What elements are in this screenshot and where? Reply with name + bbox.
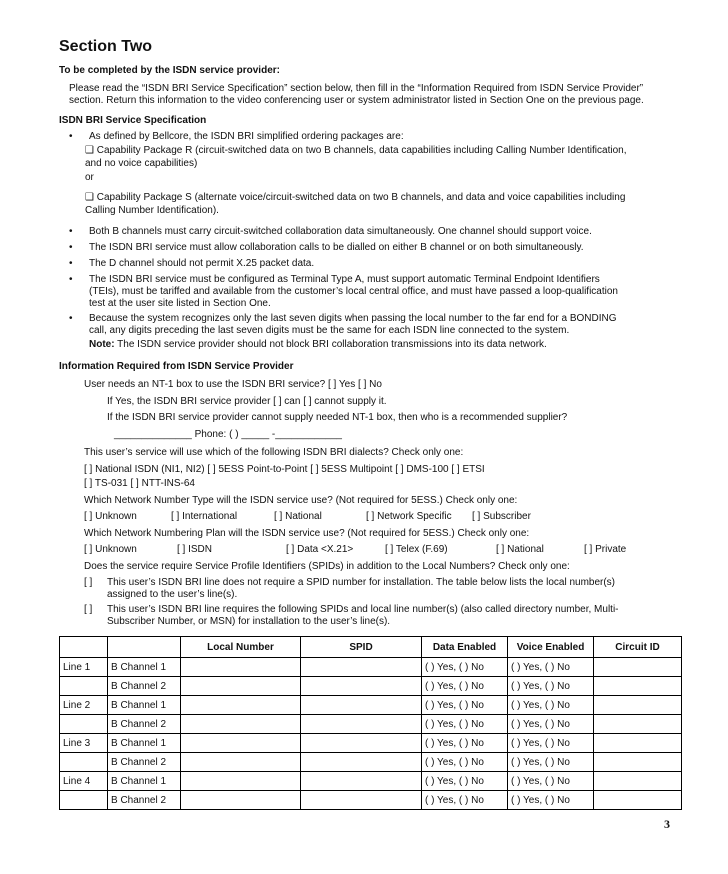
spid-field[interactable]: [301, 772, 422, 791]
intro-line-2: section. Return this information to the video conferencing user or system administrator listed in Section One on the previous page.: [69, 95, 644, 106]
spec-bullet-1: Both B channels must carry circuit-switched collaboration data simultaneously. One channel should support voice.: [89, 226, 592, 237]
spec-bullet-4-line-2: (TEIs), must be tariffed and available from the customer’s local central office, and must have passed a loop-qualification: [89, 286, 618, 297]
line-label: Line 4: [60, 772, 108, 791]
circuit-id-field[interactable]: [594, 677, 682, 696]
nt1-supplier-question: If the ISDN BRI service provider cannot supply needed NT-1 box, then who is a recommended supplier?: [107, 412, 568, 423]
circuit-id-field[interactable]: [594, 791, 682, 810]
voice-enabled-field[interactable]: ( ) Yes, ( ) No: [508, 772, 594, 791]
data-enabled-field[interactable]: ( ) Yes, ( ) No: [422, 791, 508, 810]
spid-table: [59, 636, 682, 810]
package-r-text: Capability Package R (circuit-switched data on two B channels, data capabilities including Calling Number Identification,: [96, 145, 627, 156]
circuit-id-field[interactable]: [594, 715, 682, 734]
header-cell: [60, 637, 108, 658]
channel-label: B Channel 1: [108, 734, 181, 753]
line-label: [60, 715, 108, 734]
spid-field[interactable]: [301, 677, 422, 696]
spid-field[interactable]: [301, 715, 422, 734]
line-label: [60, 753, 108, 772]
table-header-row: [60, 637, 682, 658]
spec-bullet-3: The D channel should not permit X.25 packet data.: [89, 258, 315, 269]
circuit-id-field[interactable]: [594, 658, 682, 677]
table-row: [60, 753, 682, 772]
table-row: [60, 696, 682, 715]
spec-bullet-4-line-3: test at the user site listed in Section One.: [89, 298, 271, 309]
table-row: [60, 772, 682, 791]
or-text: or: [85, 172, 94, 183]
spec-bullet-5-line-2: call, any digits preceding the last seven digits must be the same for each ISDN line connected to the system.: [89, 325, 570, 336]
spid-field[interactable]: [301, 753, 422, 772]
header-spid: SPID: [301, 637, 422, 658]
channel-label: B Channel 2: [108, 791, 181, 810]
line-label: [60, 677, 108, 696]
bullet-marker: •: [69, 274, 73, 285]
line-label: Line 3: [60, 734, 108, 753]
bullet-marker: •: [69, 131, 73, 142]
spid-field[interactable]: [301, 734, 422, 753]
numbering-plan-option-unknown[interactable]: [ ] Unknown: [84, 544, 137, 555]
data-enabled-field[interactable]: ( ) Yes, ( ) No: [422, 677, 508, 696]
channel-label: B Channel 1: [108, 658, 181, 677]
spec-bullet-5-line-1: Because the system recognizes only the last seven digits when passing the local number to the far end for a BONDING: [89, 313, 617, 324]
numbering-plan-option-data[interactable]: [ ] Data <X.21>: [286, 544, 354, 555]
number-type-option-subscriber[interactable]: [ ] Subscriber: [472, 511, 531, 522]
local-number-field[interactable]: [181, 753, 301, 772]
number-type-option-national[interactable]: [ ] National: [274, 511, 322, 522]
local-number-field[interactable]: [181, 734, 301, 753]
data-enabled-field[interactable]: ( ) Yes, ( ) No: [422, 696, 508, 715]
data-enabled-field[interactable]: ( ) Yes, ( ) No: [422, 753, 508, 772]
bullet-marker: •: [69, 258, 73, 269]
page-number: 3: [664, 817, 670, 831]
line-label: Line 1: [60, 658, 108, 677]
voice-enabled-field[interactable]: ( ) Yes, ( ) No: [508, 658, 594, 677]
line-label: [60, 791, 108, 810]
package-r-line-2: and no voice capabilities): [85, 158, 198, 169]
circuit-id-field[interactable]: [594, 753, 682, 772]
number-type-option-network-specific[interactable]: [ ] Network Specific: [366, 511, 452, 522]
local-number-field[interactable]: [181, 677, 301, 696]
data-enabled-field[interactable]: ( ) Yes, ( ) No: [422, 658, 508, 677]
local-number-field[interactable]: [181, 658, 301, 677]
voice-enabled-field[interactable]: ( ) Yes, ( ) No: [508, 734, 594, 753]
intro-line-1: Please read the “ISDN BRI Service Specification” section below, then fill in the “Information Required from ISDN Service Provider”: [69, 83, 644, 94]
spid-yes-checkbox[interactable]: [ ]: [84, 604, 93, 615]
spec-bullet-2: The ISDN BRI service must allow collaboration calls to be dialled on either B channel or on both simultaneously.: [89, 242, 584, 253]
data-enabled-field[interactable]: ( ) Yes, ( ) No: [422, 772, 508, 791]
header-voice-enabled: Voice Enabled: [508, 637, 594, 658]
voice-enabled-field[interactable]: ( ) Yes, ( ) No: [508, 715, 594, 734]
channel-label: B Channel 2: [108, 753, 181, 772]
numbering-plan-option-private[interactable]: [ ] Private: [584, 544, 627, 555]
data-enabled-field[interactable]: ( ) Yes, ( ) No: [422, 715, 508, 734]
table-row: [60, 791, 682, 810]
channel-label: B Channel 1: [108, 696, 181, 715]
circuit-id-field[interactable]: [594, 696, 682, 715]
number-type-option-international[interactable]: [ ] International: [171, 511, 238, 522]
spid-field[interactable]: [301, 658, 422, 677]
spid-field[interactable]: [301, 696, 422, 715]
local-number-field[interactable]: [181, 696, 301, 715]
numbering-plan-option-isdn[interactable]: [ ] ISDN: [177, 544, 213, 555]
spid-no-line-1: This user’s ISDN BRI line does not require a SPID number for installation. The table below lists the local number(s): [107, 577, 616, 588]
local-number-field[interactable]: [181, 772, 301, 791]
numbering-plan-question: Which Network Numbering Plan will the ISDN service use? (Not required for 5ESS.) Check only one:: [84, 528, 530, 539]
data-enabled-field[interactable]: ( ) Yes, ( ) No: [422, 734, 508, 753]
circuit-id-field[interactable]: [594, 772, 682, 791]
spid-yes-line-2: Subscriber Number, or MSN) for installation to the user’s line(s).: [107, 616, 391, 627]
table-row: [60, 677, 682, 696]
nt1-supply-question: If Yes, the ISDN BRI service provider [ ] can [ ] cannot supply it.: [107, 396, 387, 407]
header-cell: [108, 637, 181, 658]
table-row: [60, 715, 682, 734]
voice-enabled-field[interactable]: ( ) Yes, ( ) No: [508, 753, 594, 772]
dialect-question: This user’s service will use which of the following ISDN BRI dialects? Check only one:: [84, 447, 464, 458]
spid-field[interactable]: [301, 791, 422, 810]
note-text: The ISDN service provider should not block BRI collaboration transmissions into its data network.: [114, 339, 547, 350]
nt1-question: User needs an NT-1 box to use the ISDN BRI service? [ ] Yes [ ] No: [84, 379, 382, 390]
channel-label: B Channel 2: [108, 715, 181, 734]
package-r-line-1: [85, 145, 626, 156]
bullet-marker: •: [69, 313, 73, 324]
dialect-options-row-2[interactable]: [ ] TS-031 [ ] NTT-INS-64: [84, 478, 195, 489]
spid-no-line-2: assigned to the user’s line(s).: [107, 589, 238, 600]
section-title: Section Two: [59, 38, 153, 55]
spid-question: Does the service require Service Profile Identifiers (SPIDs) in addition to the Local Numbers? Check only one:: [84, 561, 570, 572]
number-type-option-unknown[interactable]: [ ] Unknown: [84, 511, 137, 522]
voice-enabled-field[interactable]: ( ) Yes, ( ) No: [508, 677, 594, 696]
number-type-question: Which Network Number Type will the ISDN service use? (Not required for 5ESS.) Check only one:: [84, 495, 518, 506]
circuit-id-field[interactable]: [594, 734, 682, 753]
package-s-line-2: Calling Number Identification).: [85, 205, 219, 216]
line-label: Line 2: [60, 696, 108, 715]
local-number-field[interactable]: [181, 715, 301, 734]
spec-bullet-4-line-1: The ISDN BRI service must be configured as Terminal Type A, must support automatic Terminal Endpoint Identifiers: [89, 274, 600, 285]
supplier-phone-field[interactable]: ______________ Phone: ( ) _____ -____________: [114, 429, 342, 440]
voice-enabled-field[interactable]: ( ) Yes, ( ) No: [508, 791, 594, 810]
bullet-marker: •: [69, 226, 73, 237]
numbering-plan-option-telex[interactable]: [ ] Telex (F.69): [385, 544, 448, 555]
checkbox-icon: ❑: [85, 192, 94, 203]
channel-label: B Channel 1: [108, 772, 181, 791]
completed-by-heading: To be completed by the ISDN service provider:: [59, 65, 280, 76]
local-number-field[interactable]: [181, 791, 301, 810]
bellcore-text: As defined by Bellcore, the ISDN BRI simplified ordering packages are:: [89, 131, 404, 142]
table-row: [60, 658, 682, 677]
info-heading: Information Required from ISDN Service Provider: [59, 361, 294, 372]
numbering-plan-option-national[interactable]: [ ] National: [496, 544, 544, 555]
table-row: [60, 734, 682, 753]
bullet-marker: •: [69, 242, 73, 253]
voice-enabled-field[interactable]: ( ) Yes, ( ) No: [508, 696, 594, 715]
header-circuit-id: Circuit ID: [594, 637, 682, 658]
dialect-options-row-1[interactable]: [ ] National ISDN (NI1, NI2) [ ] 5ESS Point-to-Point [ ] 5ESS Multipoint [ ] DMS-100 [ ] ETSI: [84, 464, 485, 475]
spid-yes-line-1: This user’s ISDN BRI line requires the following SPIDs and local line number(s) (also called directory number, Multi-: [107, 604, 619, 615]
spec-heading: ISDN BRI Service Specification: [59, 115, 207, 126]
note-line: [89, 339, 547, 350]
header-data-enabled: Data Enabled: [422, 637, 508, 658]
header-local-number: Local Number: [181, 637, 301, 658]
note-label: Note:: [89, 339, 115, 350]
package-s-line-1: [85, 192, 625, 203]
spid-no-checkbox[interactable]: [ ]: [84, 577, 93, 588]
channel-label: B Channel 2: [108, 677, 181, 696]
checkbox-icon: ❑: [85, 145, 94, 156]
package-s-text: Capability Package S (alternate voice/circuit-switched data on two B channels, and data and voice capabilities including: [96, 192, 626, 203]
